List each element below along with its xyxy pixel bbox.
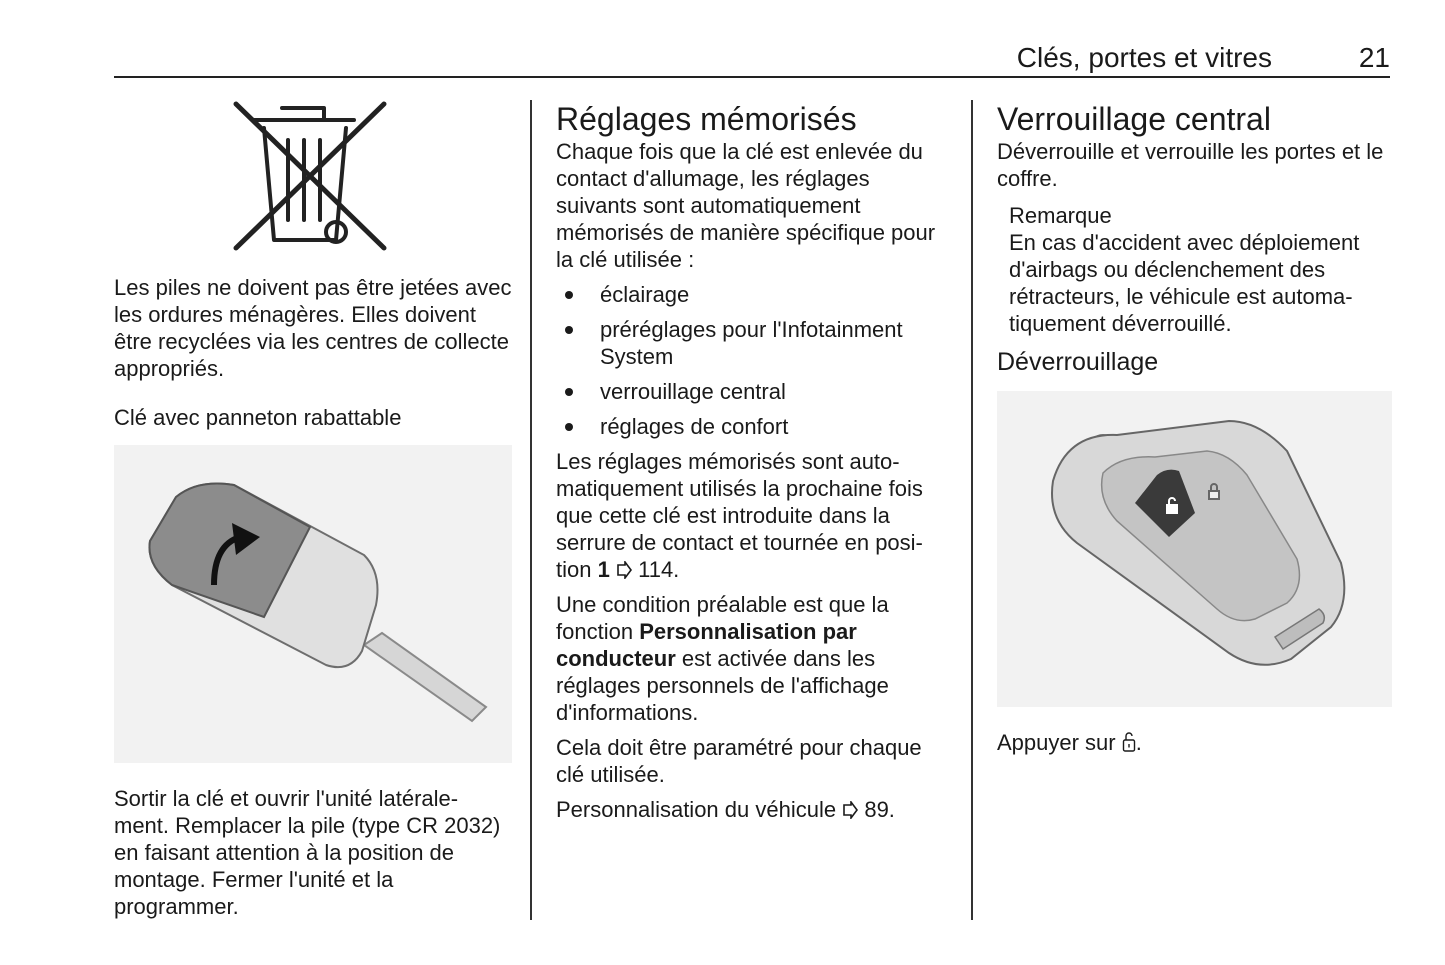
bullet-icon <box>565 423 573 431</box>
bullet-icon <box>565 388 573 396</box>
page-reference[interactable]: 114. <box>638 557 680 582</box>
unlock-instruction: Appuyer sur . <box>997 730 1142 755</box>
list-item: verrouillage central <box>556 378 954 405</box>
unlock-padlock-icon <box>1122 731 1136 753</box>
note-text: En cas d'accident avec déploiement d'airbags ou déclenchement des rétracteurs, le véhicule est automa-tiquement déverrouillé. <box>1009 230 1360 336</box>
note-label: Remarque <box>1009 203 1112 228</box>
folding-key-figure <box>114 445 512 763</box>
page-header <box>114 40 1390 78</box>
column-2 <box>556 100 954 823</box>
page-reference[interactable]: 89. <box>864 797 895 822</box>
cross-reference-arrow-icon <box>616 561 632 579</box>
list-item: éclairage <box>556 281 954 308</box>
auto-recall-text: Les réglages mémorisés sont auto-matiquement utilisés la prochaine fois que cette clé est introduite dans la serrure de contact et tournée en posi-tion 1 114. <box>556 449 923 582</box>
central-locking-intro: Déverrouille et verrouille les portes et le coffre. <box>997 139 1384 191</box>
battery-disposal-text: Les piles ne doivent pas être jetées avec les ordures ménagères. Elles doivent être recyclées via les centres de collecte appropriés. <box>114 275 512 381</box>
column-3 <box>997 100 1392 756</box>
cross-reference-arrow-icon <box>842 801 858 819</box>
bullet-icon <box>565 291 573 299</box>
crossed-bin-icon <box>114 100 512 260</box>
column-divider-left <box>530 100 532 920</box>
page-number: 21 <box>1358 42 1390 73</box>
memorized-settings-title: Réglages mémorisés <box>556 101 857 137</box>
column-1 <box>114 100 512 920</box>
precondition-text: Une condition préalable est que la fonction Personnalisation par conducteur est activée dans les réglages personnels de l'affichage d'informations. <box>556 592 889 725</box>
unlocking-heading: Déverrouillage <box>997 348 1159 376</box>
list-item: réglages de confort <box>556 413 954 440</box>
battery-replacement-instructions: Sortir la clé et ouvrir l'unité latérale-ment. Remplacer la pile (type CR 2032) en faisant attention à la position de montage. Fermer l'unité et la programmer. <box>114 786 501 919</box>
note-box <box>997 202 1392 337</box>
column-divider-right <box>971 100 973 920</box>
chapter-title: Clés, portes et vitres <box>1016 42 1272 73</box>
folding-key-heading: Clé avec panneton rabattable <box>114 405 402 430</box>
bullet-icon <box>565 326 573 334</box>
key-fob-figure <box>997 391 1392 707</box>
memorized-settings-intro: Chaque fois que la clé est enlevée du contact d'allumage, les réglages suivants sont automatiquement mémorisés de manière spécifique pour la clé utilisée : <box>556 139 936 272</box>
vehicle-personalization-text: Personnalisation du véhicule 89. <box>556 797 895 822</box>
memorized-settings-list <box>556 281 954 440</box>
central-locking-title: Verrouillage central <box>997 101 1271 137</box>
per-key-setup-text: Cela doit être paramétré pour chaque clé utilisée. <box>556 735 922 787</box>
list-item: préréglages pour l'Infotainment System <box>556 316 954 370</box>
